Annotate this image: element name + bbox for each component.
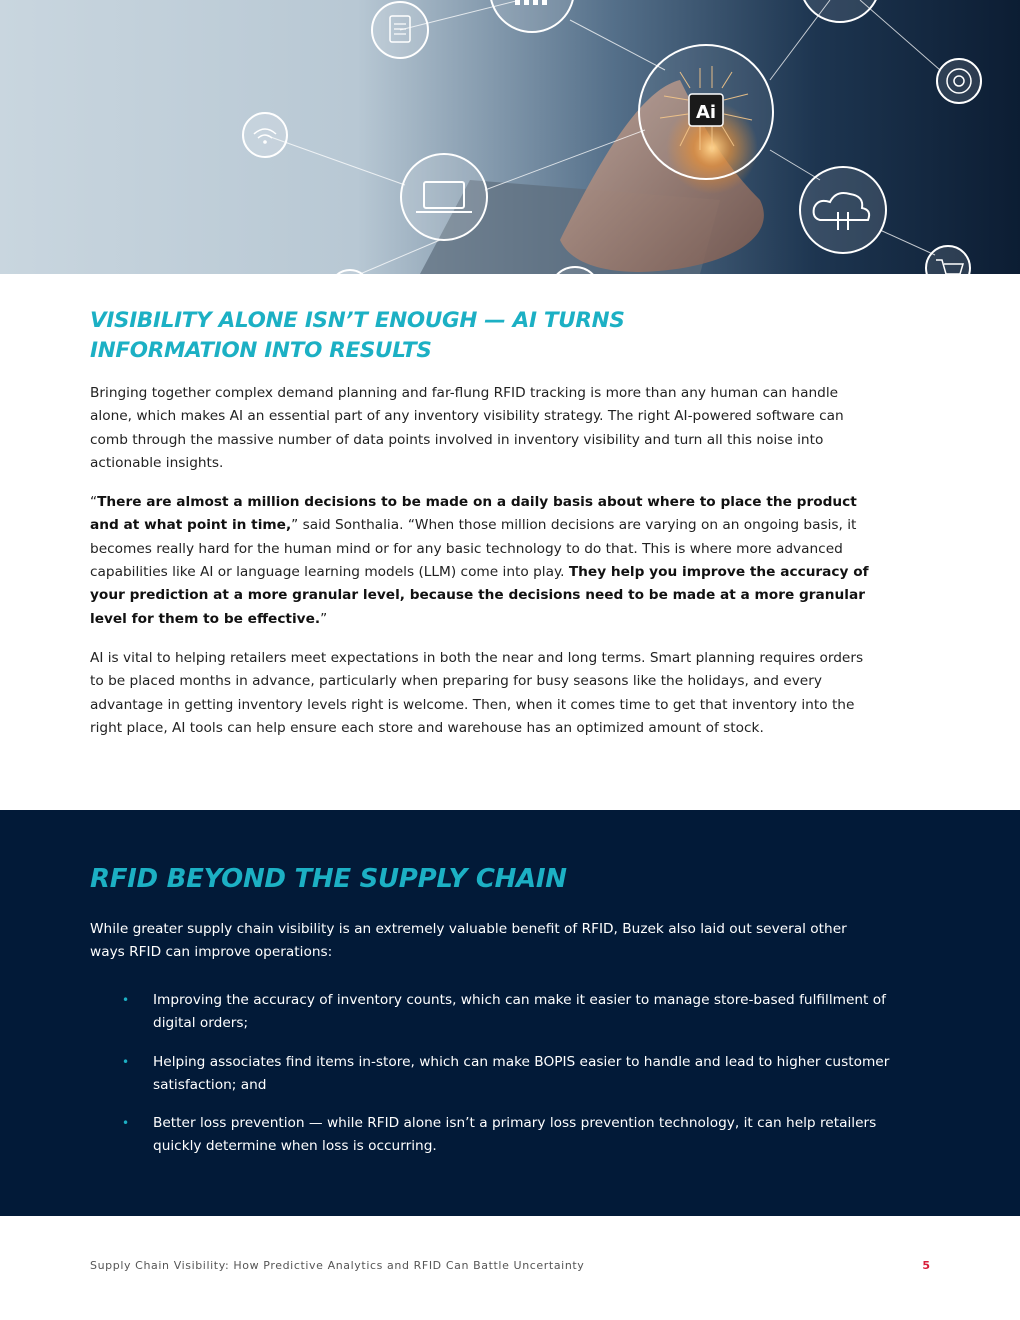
ai-paragraph-3: AI is vital to helping retailers meet expectations in both the near and long terms. Smart planning requires orders to be placed months in advance, particularly when preparing for busy seasons like the holidays, and every advantage in getting inventory levels right is welcome. Then, when it comes time to get that inventory into the right place, AI tools can help ensure each store and warehouse has an optimized amount of stock. (90, 649, 864, 736)
list-item-text: Better loss prevention — while RFID alone isn’t a primary loss prevention technology, it can help retailers quickly determine when loss is occurring. (153, 1115, 877, 1155)
quote-bold-2: They help you improve the accuracy of your prediction at a more granular level, because the decisions need to be made at a more granular level for them to be effective. (90, 564, 869, 627)
ai-section-heading (90, 306, 880, 366)
quote-middle: ” said Sonthalia. “When those million decisions are varying on an ongoing basis, it becomes really hard for the human mind or for any basic technology to do that. This is where more advanced capabilities like AI or language learning models (LLM) come into play. (90, 517, 857, 581)
list-item (120, 1051, 890, 1098)
rfid-intro-paragraph: While greater supply chain visibility is an extremely valuable benefit of RFID, Buzek also laid out several other ways RFID can improve operations: (90, 921, 847, 961)
list-item-text: Helping associates find items in-store, which can make BOPIS easier to handle and lead to higher customer satisfaction; and (153, 1053, 890, 1093)
ai-paragraph-1: Bringing together complex demand planning and far-flung RFID tracking is more than any human can handle alone, which makes AI an essential part of any inventory visibility strategy. The right AI-powered software can comb through the massive number of data points involved in inventory visibility and turn all this noise into actionable insights. (90, 385, 844, 471)
quote-bold-1: There are almost a million decisions to be made on a daily basis about where to place the product and at what point in time, (90, 494, 857, 534)
target-node-icon (937, 59, 981, 103)
laptop-node-icon (401, 154, 487, 240)
list-item (120, 989, 890, 1036)
quote-open: “ (90, 494, 98, 511)
ai-paragraph-2-quote (90, 491, 880, 631)
ai-chip-label: Ai (695, 102, 717, 123)
ai-section (90, 306, 880, 756)
list-item-text: Improving the accuracy of inventory counts, which can make it easier to manage store-based fulfillment of digital orders; (153, 992, 886, 1032)
ai-chip-node-icon (639, 45, 773, 179)
document-node-icon (372, 2, 428, 58)
bullet-icon: • (122, 1054, 130, 1069)
ai-heading-line1: VISIBILITY ALONE ISN’T ENOUGH — AI TURNS (90, 308, 625, 333)
rfid-section-heading: RFID BEYOND THE SUPPLY CHAIN (90, 864, 567, 894)
quote-close: ” (320, 610, 328, 627)
ai-heading-line2: INFORMATION INTO RESULTS (90, 338, 432, 363)
wifi-node-icon (243, 113, 287, 157)
bullet-icon: • (122, 993, 130, 1007)
hero-image (0, 0, 1020, 274)
rfid-benefits-list (120, 989, 890, 1174)
list-item (120, 1112, 890, 1159)
footer-document-title: Supply Chain Visibility: How Predictive Analytics and RFID Can Battle Uncertainty (90, 1259, 585, 1272)
bullet-icon: • (122, 1116, 130, 1131)
cloud-node-icon (800, 167, 886, 253)
page-number: 5 (922, 1259, 930, 1272)
